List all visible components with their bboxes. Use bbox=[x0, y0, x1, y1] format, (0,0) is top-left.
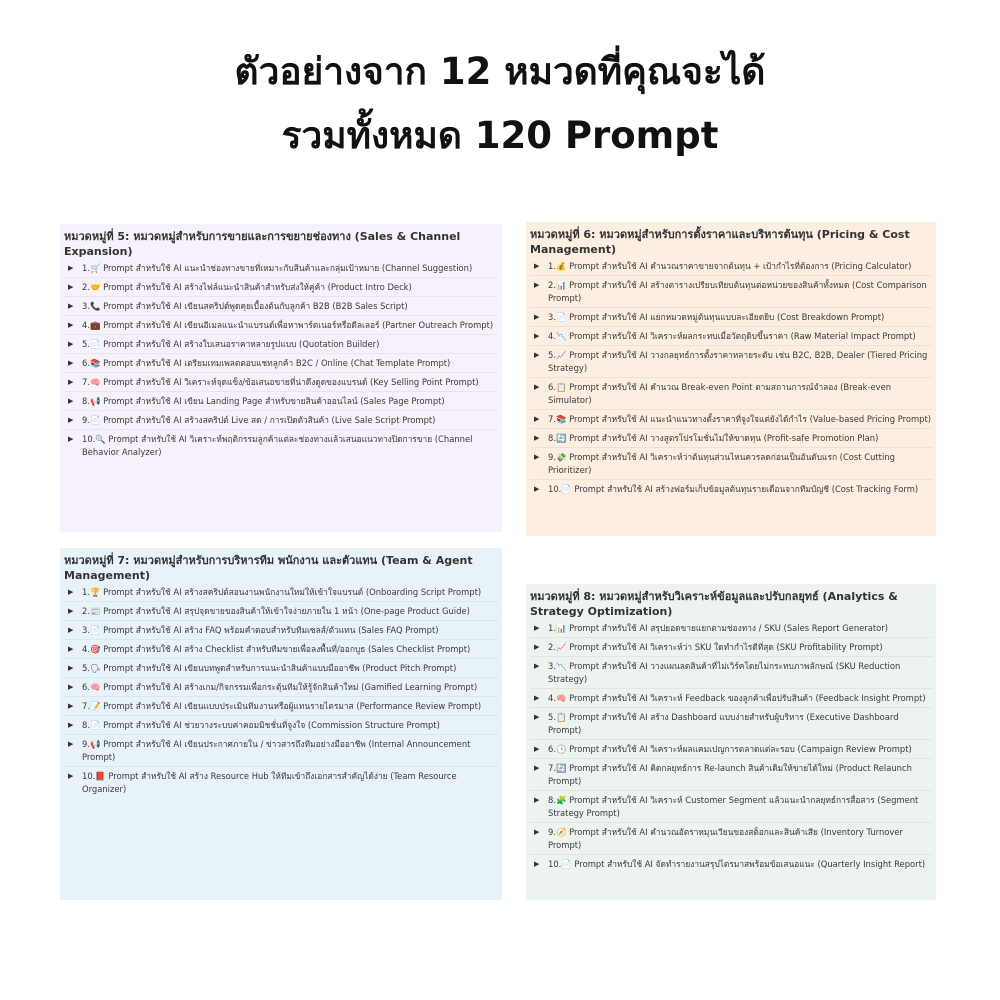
list-item[interactable]: ▶ 10.📄 Prompt สำหรับใช้ AI สร้างฟอร์มเก็บข้อมูลต้นทุนรายเดือนจากทีมบัญชี (Cost Tracking Form) bbox=[534, 484, 919, 494]
triangle-right-icon: ▶ bbox=[68, 302, 74, 310]
triangle-right-icon: ▶ bbox=[534, 281, 540, 289]
list-item[interactable]: ▶ 4.💼 Prompt สำหรับใช้ AI เขียนอีเมลแนะนำแบรนด์เพื่อหาพาร์ตเนอร์หรือดีลเลอร์ (Partner Outreach Prompt) bbox=[64, 319, 498, 335]
triangle-right-icon: ▶ bbox=[68, 607, 74, 615]
triangle-right-icon: ▶ bbox=[68, 435, 74, 443]
triangle-right-icon: ▶ bbox=[534, 383, 540, 391]
list-item[interactable]: ▶ 5.📋 Prompt สำหรับใช้ AI สร้าง Dashboard แบบง่ายสำหรับผู้บริหาร (Executive Dashboard Prompt) bbox=[530, 711, 932, 740]
list-item[interactable]: ▶ 3.📞 Prompt สำหรับใช้ AI เขียนสคริปต์พูดคุยเบื้องต้นกับลูกค้า B2B (B2B Sales Script) bbox=[64, 300, 498, 316]
triangle-right-icon: ▶ bbox=[68, 588, 74, 596]
triangle-right-icon: ▶ bbox=[534, 860, 540, 868]
triangle-right-icon: ▶ bbox=[68, 721, 74, 729]
list-item[interactable]: ▶ 9.💸 Prompt สำหรับใช้ AI วิเคราะห์ว่าต้นทุนส่วนไหนควรลดก่อนเป็นอันดับแรก (Cost Cutting Prioritizer) bbox=[530, 451, 932, 480]
triangle-right-icon: ▶ bbox=[534, 713, 540, 721]
triangle-right-icon: ▶ bbox=[534, 624, 540, 632]
triangle-right-icon: ▶ bbox=[534, 434, 540, 442]
triangle-right-icon: ▶ bbox=[534, 796, 540, 804]
list-item[interactable]: ▶ 7.📝 Prompt สำหรับใช้ AI เขียนแบบประเมินทีมงานหรือผู้แทนรายไตรมาส (Performance Review Prompt) bbox=[64, 700, 498, 716]
section-title: หมวดหมู่ที่ 7: หมวดหมู่สำหรับการบริหารทีม พนักงาน และตัวแทน (Team & Agent Management) bbox=[64, 554, 473, 582]
headline-line-2: รวมทั้งหมด 120 Prompt bbox=[281, 114, 719, 157]
section-analytics-strategy bbox=[526, 584, 936, 900]
triangle-right-icon: ▶ bbox=[68, 340, 74, 348]
list-item[interactable]: ▶ 3.📄 Prompt สำหรับใช้ AI แยกหมวดหมู่ต้นทุนแบบละเอียดยิบ (Cost Breakdown Prompt) bbox=[530, 311, 932, 327]
list-item[interactable]: ▶ 9.📢 Prompt สำหรับใช้ AI เขียนประกาศภายใน / ข่าวสารถึงทีมอย่างมืออาชีพ (Internal Announcement Prompt) bbox=[64, 738, 498, 767]
triangle-right-icon: ▶ bbox=[534, 332, 540, 340]
triangle-right-icon: ▶ bbox=[68, 664, 74, 672]
list-item[interactable]: ▶ 1.🏆 Prompt สำหรับใช้ AI สร้างสคริปต์สอนงานพนักงานใหม่ให้เข้าใจแบรนด์ (Onboarding Script Prompt) bbox=[64, 586, 498, 602]
list-item[interactable]: ▶ 1.🛒 Prompt สำหรับใช้ AI แนะนำช่องทางขายที่เหมาะกับสินค้าและกลุ่มเป้าหมาย (Channel Suggestion) bbox=[64, 262, 498, 278]
triangle-right-icon: ▶ bbox=[534, 415, 540, 423]
triangle-right-icon: ▶ bbox=[534, 643, 540, 651]
list-item[interactable]: ▶ 4.🧠 Prompt สำหรับใช้ AI วิเคราะห์ Feedback ของลูกค้าเพื่อปรับสินค้า (Feedback Insight Prompt) bbox=[530, 692, 932, 708]
list-item[interactable]: ▶ 10.📕 Prompt สำหรับใช้ AI สร้าง Resource Hub ให้ทีมเข้าถึงเอกสารสำคัญได้ง่าย (Team Resource Organizer) bbox=[68, 771, 457, 794]
list-item[interactable]: ▶ 1.💰 Prompt สำหรับใช้ AI คำนวณราคาขายจากต้นทุน + เป้ากำไรที่ต้องการ (Pricing Calculator) bbox=[530, 260, 932, 276]
triangle-right-icon: ▶ bbox=[68, 283, 74, 291]
triangle-right-icon: ▶ bbox=[68, 645, 74, 653]
list-item[interactable]: ▶ 1.📊 Prompt สำหรับใช้ AI สรุปยอดขายแยกตามช่องทาง / SKU (Sales Report Generator) bbox=[530, 622, 932, 638]
list-item[interactable]: ▶ 6.📋 Prompt สำหรับใช้ AI คำนวณ Break-even Point ตามสถานการณ์จำลอง (Break-even Simulator) bbox=[530, 381, 932, 410]
list-item[interactable]: ▶ 6.📚 Prompt สำหรับใช้ AI เตรียมเทมเพลตตอบแชทลูกค้า B2C / Online (Chat Template Prompt) bbox=[64, 357, 498, 373]
headline-line-1: ตัวอย่างจาก 12 หมวดที่คุณจะได้ bbox=[234, 50, 766, 93]
triangle-right-icon: ▶ bbox=[534, 828, 540, 836]
section-pricing-cost bbox=[526, 222, 936, 536]
triangle-right-icon: ▶ bbox=[68, 378, 74, 386]
triangle-right-icon: ▶ bbox=[534, 662, 540, 670]
list-item[interactable]: ▶ 6.🧠 Prompt สำหรับใช้ AI สร้างเกม/กิจกรรมเพื่อกระตุ้นทีมให้รู้จักสินค้าใหม่ (Gamified Learning Prompt) bbox=[64, 681, 498, 697]
triangle-right-icon: ▶ bbox=[534, 453, 540, 461]
triangle-right-icon: ▶ bbox=[68, 359, 74, 367]
list-item[interactable]: ▶ 3.📄 Prompt สำหรับใช้ AI สร้าง FAQ พร้อมคำตอบสำหรับทีมเซลส์/ตัวแทน (Sales FAQ Prompt) bbox=[64, 624, 498, 640]
list-item[interactable]: ▶ 5.📈 Prompt สำหรับใช้ AI วางกลยุทธ์การตั้งราคาหลายระดับ เช่น B2C, B2B, Dealer (Tiered Pricing Strategy) bbox=[530, 349, 932, 378]
triangle-right-icon: ▶ bbox=[68, 772, 74, 780]
list-item[interactable]: ▶ 2.📰 Prompt สำหรับใช้ AI สรุปจุดขายของสินค้าให้เข้าใจง่ายภายใน 1 หน้า (One-page Product Guide) bbox=[64, 605, 498, 621]
list-item[interactable]: ▶ 4.📉 Prompt สำหรับใช้ AI วิเคราะห์ผลกระทบเมื่อวัตถุดิบขึ้นราคา (Raw Material Impact Prompt) bbox=[530, 330, 932, 346]
list-item[interactable]: ▶ 9.🧭 Prompt สำหรับใช้ AI คำนวณอัตราหมุนเวียนของสต็อกและสินค้าเสีย (Inventory Turnover Prompt) bbox=[530, 826, 932, 855]
triangle-right-icon: ▶ bbox=[534, 694, 540, 702]
section-title: หมวดหมู่ที่ 5: หมวดหมู่สำหรับการขายและการขยายช่องทาง (Sales & Channel Expansion) bbox=[64, 230, 461, 258]
list-item[interactable]: ▶ 5.📄 Prompt สำหรับใช้ AI สร้างใบเสนอราคาหลายรูปแบบ (Quotation Builder) bbox=[64, 338, 498, 354]
section-title: หมวดหมู่ที่ 8: หมวดหมู่สำหรับวิเคราะห์ข้อมูลและปรับกลยุทธ์ (Analytics & Strategy Optimization) bbox=[530, 590, 898, 618]
list-item[interactable]: ▶ 8.🧩 Prompt สำหรับใช้ AI วิเคราะห์ Customer Segment แล้วแนะนำกลยุทธ์การสื่อสาร (Segment Strategy Prompt) bbox=[530, 794, 932, 823]
list-item[interactable]: ▶ 8.📄 Prompt สำหรับใช้ AI ช่วยวางระบบค่าคอมมิชชั่นที่จูงใจ (Commission Structure Prompt) bbox=[64, 719, 498, 735]
triangle-right-icon: ▶ bbox=[534, 745, 540, 753]
section-team-agent bbox=[60, 548, 502, 900]
list-item[interactable]: ▶ 7.🔄 Prompt สำหรับใช้ AI คิดกลยุทธ์การ Re-launch สินค้าเดิมให้ขายได้ใหม่ (Product Relaunch Prompt) bbox=[530, 762, 932, 791]
triangle-right-icon: ▶ bbox=[68, 264, 74, 272]
list-item[interactable]: ▶ 7.🧠 Prompt สำหรับใช้ AI วิเคราะห์จุดแข็ง/ข้อเสนอขายที่น่าดึงดูดของแบรนด์ (Key Selling Point Prompt) bbox=[64, 376, 498, 392]
list-item[interactable]: ▶ 10.🔍 Prompt สำหรับใช้ AI วิเคราะห์พฤติกรรมลูกค้าแต่ละช่องทางแล้วเสนอแนวทางปิดการขาย (Channel Behavior Analyzer) bbox=[68, 434, 473, 457]
list-item[interactable]: ▶ 2.🤝 Prompt สำหรับใช้ AI สร้างไฟล์แนะนำสินค้าสำหรับส่งให้คู่ค้า (Product Intro Deck) bbox=[64, 281, 498, 297]
triangle-right-icon: ▶ bbox=[68, 626, 74, 634]
triangle-right-icon: ▶ bbox=[534, 764, 540, 772]
list-item[interactable]: ▶ 2.📈 Prompt สำหรับใช้ AI วิเคราะห์ว่า SKU ใดทำกำไรดีที่สุด (SKU Profitability Prompt) bbox=[530, 641, 932, 657]
list-item[interactable]: ▶ 4.🎯 Prompt สำหรับใช้ AI สร้าง Checklist สำหรับทีมขายเพื่อลงพื้นที่/ออกบูธ (Sales Checklist Prompt) bbox=[64, 643, 498, 659]
section-title: หมวดหมู่ที่ 6: หมวดหมู่สำหรับการตั้งราคาและบริหารต้นทุน (Pricing & Cost Management) bbox=[530, 228, 910, 256]
triangle-right-icon: ▶ bbox=[68, 397, 74, 405]
triangle-right-icon: ▶ bbox=[534, 351, 540, 359]
triangle-right-icon: ▶ bbox=[534, 313, 540, 321]
triangle-right-icon: ▶ bbox=[68, 740, 74, 748]
list-item[interactable]: ▶ 2.📊 Prompt สำหรับใช้ AI สร้างตารางเปรียบเทียบต้นทุนต่อหน่วยของสินค้าทั้งหมด (Cost Comparison Prompt) bbox=[530, 279, 932, 308]
triangle-right-icon: ▶ bbox=[534, 485, 540, 493]
triangle-right-icon: ▶ bbox=[68, 702, 74, 710]
section-sales-channel bbox=[60, 224, 502, 532]
triangle-right-icon: ▶ bbox=[68, 683, 74, 691]
list-item[interactable]: ▶ 10.📄 Prompt สำหรับใช้ AI จัดทำรายงานสรุปไตรมาสพร้อมข้อเสนอแนะ (Quarterly Insight Report) bbox=[534, 859, 926, 869]
triangle-right-icon: ▶ bbox=[534, 262, 540, 270]
list-item[interactable]: ▶ 5.🗣 Prompt สำหรับใช้ AI เขียนบทพูดสำหรับการแนะนำสินค้าแบบมืออาชีพ (Product Pitch Prompt) bbox=[64, 662, 498, 678]
list-item[interactable]: ▶ 8.🔄 Prompt สำหรับใช้ AI วางสูตรโปรโมชั่นไม่ให้ขาดทุน (Profit-safe Promotion Plan) bbox=[530, 432, 932, 448]
list-item[interactable]: ▶ 7.📚 Prompt สำหรับใช้ AI แนะนำแนวทางตั้งราคาที่จูงใจแต่ยังได้กำไร (Value-based Pricing Prompt) bbox=[530, 413, 932, 429]
list-item[interactable]: ▶ 3.📉 Prompt สำหรับใช้ AI วางแผนลดสินค้าที่ไม่เวิร์คโดยไม่กระทบภาพลักษณ์ (SKU Reduction Strategy) bbox=[530, 660, 932, 689]
list-item[interactable]: ▶ 8.📢 Prompt สำหรับใช้ AI เขียน Landing Page สำหรับขายสินค้าออนไลน์ (Sales Page Prompt) bbox=[64, 395, 498, 411]
list-item[interactable]: ▶ 6.🕒 Prompt สำหรับใช้ AI วิเคราะห์ผลแคมเปญการตลาดแต่ละรอบ (Campaign Review Prompt) bbox=[530, 743, 932, 759]
list-item[interactable]: ▶ 9.📄 Prompt สำหรับใช้ AI สร้างสคริปต์ Live สด / การเปิดตัวสินค้า (Live Sale Script Prompt) bbox=[64, 414, 498, 430]
triangle-right-icon: ▶ bbox=[68, 416, 74, 424]
triangle-right-icon: ▶ bbox=[68, 321, 74, 329]
headline bbox=[0, 40, 1000, 168]
